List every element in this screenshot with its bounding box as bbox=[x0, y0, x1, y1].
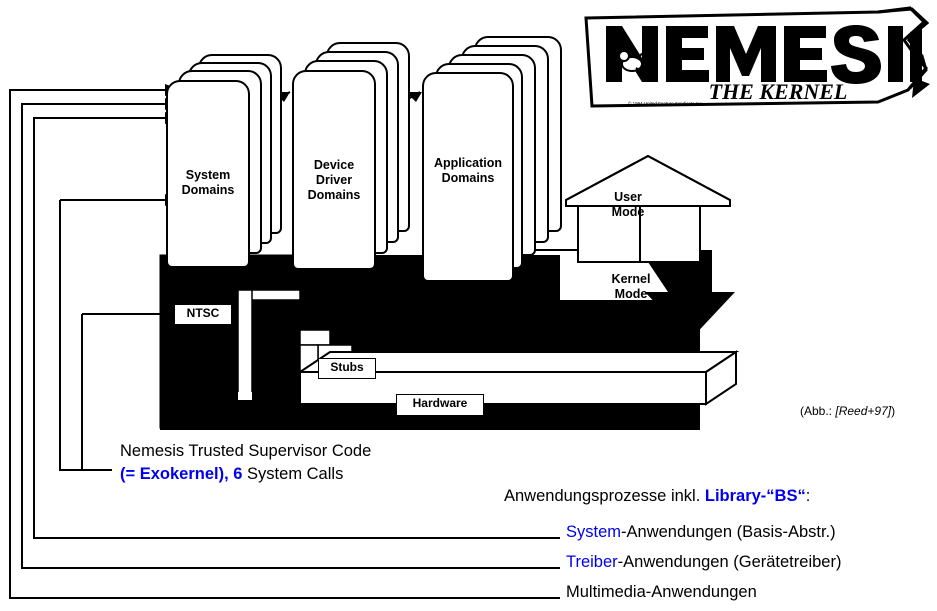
source-caption-suffix: ) bbox=[891, 404, 896, 418]
apps-heading bbox=[504, 485, 810, 507]
device-driver-domains-stack[interactable] bbox=[292, 42, 418, 260]
apps-heading-prefix: Anwendungsprozesse inkl. bbox=[504, 487, 705, 505]
application-domains-label-2: Domains bbox=[441, 171, 495, 185]
stubs-box[interactable]: Stubs bbox=[318, 358, 376, 379]
system-domains-label-2: Domains bbox=[181, 183, 235, 197]
source-caption-prefix: (Abb.: bbox=[800, 404, 836, 418]
card-front[interactable] bbox=[292, 70, 376, 270]
system-domains-stack[interactable] bbox=[166, 54, 286, 260]
user-mode-label-2: Mode bbox=[611, 205, 645, 219]
syscall-text: System Calls bbox=[247, 465, 344, 483]
application-domains-label-1: Application bbox=[433, 156, 503, 170]
apps-item-multimedia-rest: Multimedia-Anwendungen bbox=[566, 583, 757, 601]
source-caption bbox=[800, 404, 895, 418]
kernel-mode-label-2: Mode bbox=[614, 287, 648, 301]
hardware-box[interactable]: Hardware bbox=[396, 394, 484, 416]
card-front[interactable] bbox=[166, 80, 250, 268]
logo-copyright: © 1994 United Feature Syndicate Inc. bbox=[628, 101, 704, 106]
apps-item-system-accent: System bbox=[566, 523, 622, 541]
apps-heading-bold: Library-“BS“ bbox=[704, 487, 806, 505]
exokernel-label: (= Exokernel), bbox=[120, 465, 229, 483]
apps-item-system-rest: -Anwendungen (Basis-Abstr.) bbox=[621, 523, 836, 541]
logo-subtitle: THE KERNEL bbox=[708, 79, 848, 104]
source-caption-ref: [Reed+97] bbox=[835, 404, 892, 418]
apps-heading-suffix: : bbox=[805, 487, 811, 505]
apps-item-multimedia bbox=[566, 581, 757, 603]
device-driver-label-2: Driver bbox=[315, 173, 353, 187]
application-domains-stack[interactable] bbox=[422, 36, 562, 260]
supervisor-code-line-2 bbox=[120, 463, 371, 486]
supervisor-code-line-1: Nemesis Trusted Supervisor Code bbox=[120, 442, 372, 460]
ntsc-box[interactable]: NTSC bbox=[174, 304, 232, 325]
supervisor-code-annotation bbox=[120, 440, 371, 486]
kernel-mode-label-1: Kernel bbox=[611, 272, 651, 286]
user-mode-label-1: User bbox=[614, 190, 642, 204]
apps-item-treiber-accent: Treiber bbox=[566, 553, 618, 571]
syscall-count: 6 bbox=[233, 465, 243, 483]
apps-item-treiber bbox=[566, 551, 841, 573]
device-driver-label-1: Device bbox=[313, 158, 355, 172]
card-front[interactable] bbox=[422, 72, 514, 282]
device-driver-label-3: Domains bbox=[307, 188, 361, 202]
system-domains-label-1: System bbox=[185, 168, 231, 182]
apps-item-treiber-rest: -Anwendungen (Gerätetreiber) bbox=[617, 553, 842, 571]
apps-item-system bbox=[566, 521, 836, 543]
